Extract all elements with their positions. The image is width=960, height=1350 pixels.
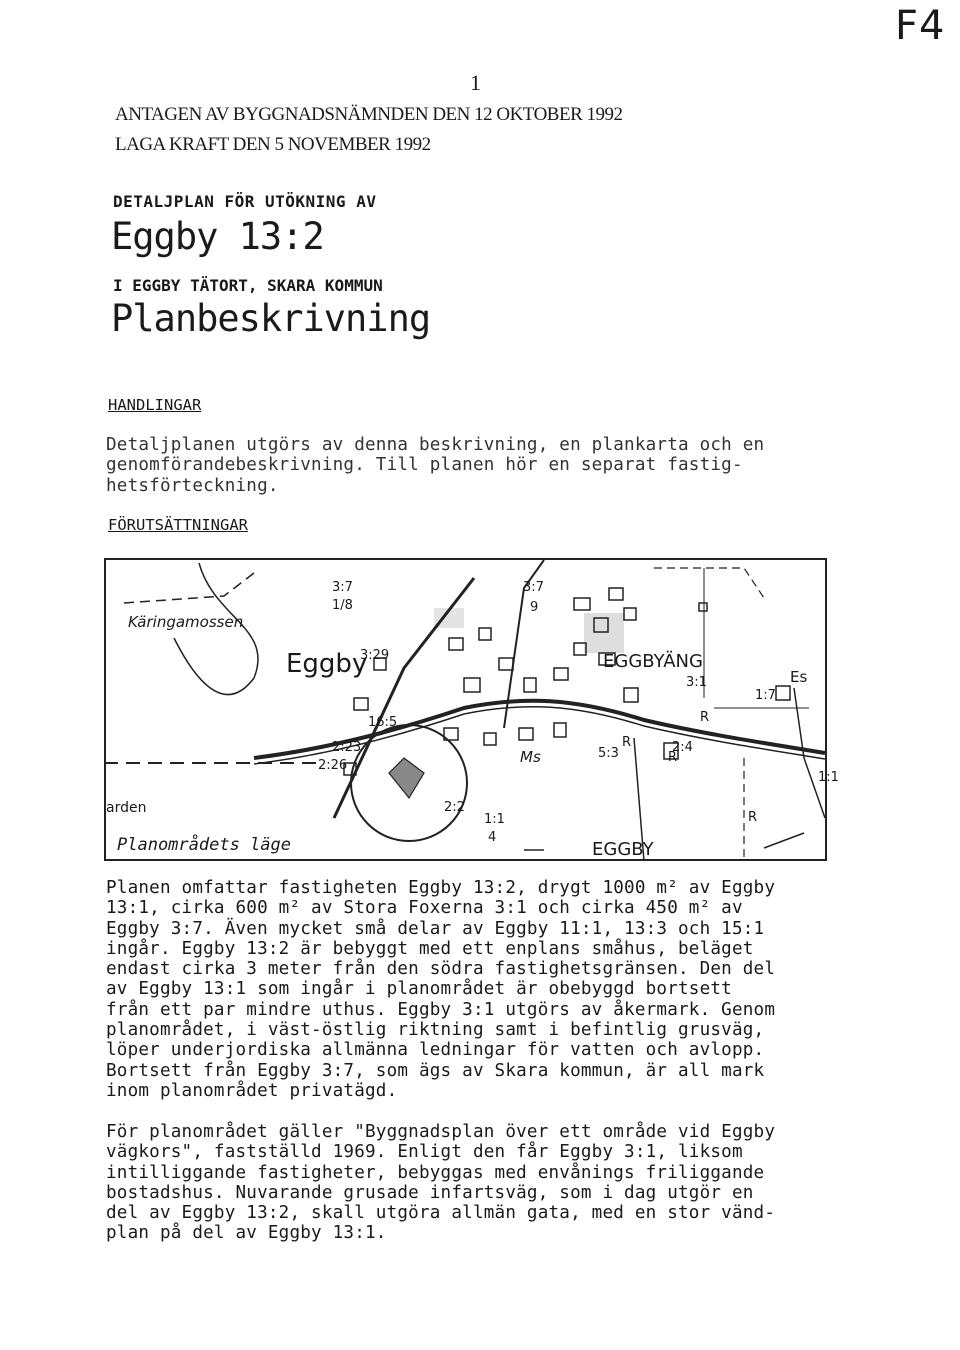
map-property-label: 3:7 [523, 580, 544, 595]
map-label-karingamossen: Käringamossen [128, 613, 244, 631]
map-property-label: 1:1 [818, 770, 839, 785]
map-property-label: 2:26 [318, 758, 348, 773]
locality-line: I EGGBY TÄTORT, SKARA KOMMUN [113, 276, 383, 295]
handlingar-paragraph: Detaljplanen utgörs av denna beskrivning, en plankarta och en genomförandebeskrivning. Till planen hör en separat fastig- hetsförteckning. [106, 435, 765, 496]
forutsattningar-heading: FÖRUTSÄTTNINGAR [108, 516, 248, 534]
page-number: 1 [470, 70, 481, 95]
map-label-ms: Ms [520, 748, 541, 766]
map-property-label: 2:23 [332, 740, 362, 755]
map-caption: Planområdets läge [117, 835, 291, 855]
location-map [104, 558, 827, 861]
plan-name: Eggby 13:2 [111, 215, 324, 258]
document-type-title: Planbeskrivning [111, 297, 431, 340]
map-label-arden: arden [106, 800, 147, 816]
legal-force-date-line: LAGA KRAFT DEN 5 NOVEMBER 1992 [115, 134, 431, 155]
map-property-label: 2:4 [672, 740, 693, 755]
map-property-label: 3:29 [360, 648, 390, 663]
map-property-label: R [748, 810, 758, 825]
corner-mark: F4 [895, 3, 946, 49]
map-property-label: 9 [530, 600, 539, 615]
map-property-label: 4 [488, 830, 497, 845]
map-property-label: 16:5 [368, 715, 398, 730]
handlingar-heading: HANDLINGAR [108, 396, 202, 414]
map-label-eggbyang: EGGBYÄNG [603, 651, 703, 672]
map-label-eggby: Eggby [286, 649, 368, 679]
map-property-label: 3:7 [332, 580, 353, 595]
map-property-label: 5:3 [598, 746, 619, 761]
map-property-label: R [668, 750, 678, 765]
map-property-label: 1/8 [332, 598, 353, 613]
map-property-label: 1:7 [755, 688, 776, 703]
map-label-eggby-lower: EGGBY [592, 839, 654, 860]
adoption-date-line: ANTAGEN AV BYGGNADSNÄMNDEN DEN 12 OKTOBER 1992 [115, 104, 623, 125]
map-property-label: 3:1 [686, 675, 707, 690]
map-property-label: R [622, 735, 632, 750]
plan-heading: DETALJPLAN FÖR UTÖKNING AV [113, 192, 377, 211]
forutsattningar-paragraph-1: Planen omfattar fastigheten Eggby 13:2, drygt 1000 m² av Eggby 13:1, cirka 600 m² av Stora Foxerna 3:1 och cirka 450 m² av Eggby 3:7. Även mycket små delar av Eggby 11:1, 13:3 och 15:1 ingår. Eggby 13:2 är bebyggt med ett enplans småhus, beläget endast cirka 3 meter från den södra fastighetsgränsen. Den del av Eggby 13:1 som ingår i planområdet är obebyggd bortsett från ett par mindre uthus. Eggby 3:1 utgörs av åkermark. Genom planområdet, i väst-östlig riktning samt i befintlig grusväg, löper underjordiska allmänna ledningar för vatten och avlopp. Bortsett från Eggby 3:7, som ägs av Skara kommun, är all mark inom planområdet privatägd. [106, 878, 776, 1101]
map-property-label: 2:2 [444, 800, 465, 815]
map-property-label: R [700, 710, 710, 725]
forutsattningar-paragraph-2: För planområdet gäller "Byggnadsplan över ett område vid Eggby vägkors", fastställd 1969. Enligt den får Eggby 3:1, liksom intilliggande fastigheter, bebyggas med envånings friliggande bostadshus. Nuvarande grusade infartsväg, som i dag utgör en del av Eggby 13:2, skall utgöra allmän gata, med en stor vänd- plan på del av Eggby 13:1. [106, 1122, 776, 1244]
map-label-es: Es [790, 668, 808, 686]
map-property-label: 1:1 [484, 812, 505, 827]
